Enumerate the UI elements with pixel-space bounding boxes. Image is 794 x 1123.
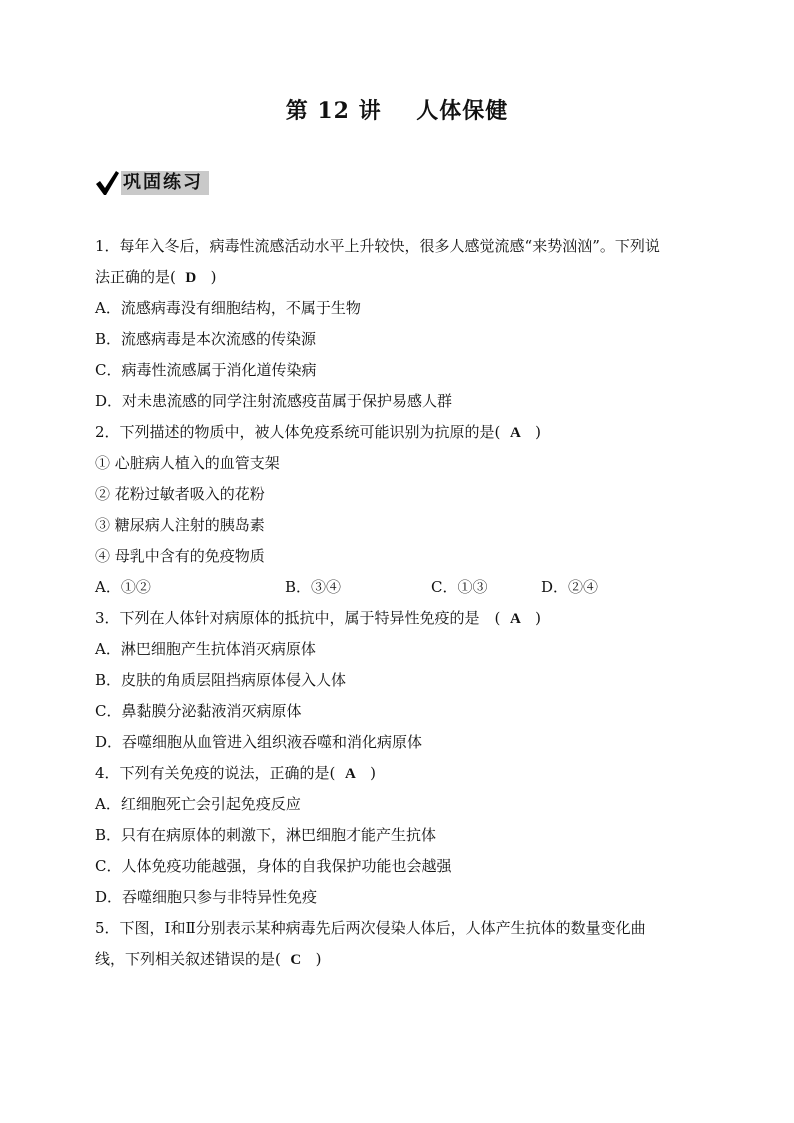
q1-stem-line2: 法正确的是( D ) bbox=[95, 268, 217, 286]
q3-stem: 3．下列在人体针对病原体的抵抗中，属于特异性免疫的是 ( A ) bbox=[95, 609, 541, 627]
q2-answer: A bbox=[509, 425, 521, 441]
q3-option-c: C．鼻黏膜分泌黏液消灭病原体 bbox=[95, 702, 302, 720]
q1-option-a: A．流感病毒没有细胞结构，不属于生物 bbox=[95, 299, 361, 317]
q3-option-d: D．吞噬细胞从血管进入组织液吞噬和消化病原体 bbox=[95, 733, 423, 751]
q4-answer: A bbox=[344, 766, 356, 782]
q5-stem-line2: 线，下列相关叙述错误的是( C ) bbox=[95, 950, 322, 968]
q2-options bbox=[95, 572, 705, 603]
section-header bbox=[95, 170, 209, 196]
q1-option-d: D．对未患流感的同学注射流感疫苗属于保护易感人群 bbox=[95, 392, 453, 410]
q4-option-b: B．只有在病原体的刺激下，淋巴细胞才能产生抗体 bbox=[95, 826, 437, 844]
q4-option-c: C．人体免疫功能越强，身体的自我保护功能也会越强 bbox=[95, 857, 452, 875]
section-label: 巩固练习 bbox=[121, 171, 209, 195]
q2-item-2: ② 花粉过敏者吸入的花粉 bbox=[95, 485, 265, 503]
q1-stem-line1: 1．每年入冬后，病毒性流感活动水平上升较快，很多人感觉流感“来势汹汹”。下列说 bbox=[95, 237, 660, 255]
q3-option-a: A．淋巴细胞产生抗体消灭病原体 bbox=[95, 640, 316, 658]
q2-item-3: ③ 糖尿病人注射的胰岛素 bbox=[95, 516, 265, 534]
q4-option-a: A．红细胞死亡会引起免疫反应 bbox=[95, 795, 301, 813]
exercise-content bbox=[95, 231, 705, 975]
page-title: 第 12 讲 人体保健 bbox=[285, 98, 509, 124]
q1-answer: D bbox=[185, 270, 197, 286]
q3-answer: A bbox=[509, 611, 521, 627]
q3-option-b: B．皮肤的角质层阻挡病原体侵入人体 bbox=[95, 671, 347, 689]
q2-option-a: A．①② bbox=[95, 578, 151, 596]
checkmark-icon bbox=[95, 170, 119, 196]
q5-stem-line1: 5．下图，Ⅰ和Ⅱ分别表示某种病毒先后两次侵染人体后，人体产生抗体的数量变化曲 bbox=[95, 919, 646, 937]
q2-option-b: B．③④ bbox=[285, 578, 342, 596]
q2-item-1: ① 心脏病人植入的血管支架 bbox=[95, 454, 280, 472]
q4-stem: 4．下列有关免疫的说法，正确的是( A ) bbox=[95, 764, 376, 782]
q1-option-b: B．流感病毒是本次流感的传染源 bbox=[95, 330, 317, 348]
q4-option-d: D．吞噬细胞只参与非特异性免疫 bbox=[95, 888, 318, 906]
q2-option-d: D．②④ bbox=[541, 578, 599, 596]
q2-stem: 2．下列描述的物质中，被人体免疫系统可能识别为抗原的是( A ) bbox=[95, 423, 541, 441]
q1-option-c: C．病毒性流感属于消化道传染病 bbox=[95, 361, 317, 379]
q5-answer: C bbox=[290, 952, 302, 968]
q2-item-4: ④ 母乳中含有的免疫物质 bbox=[95, 547, 265, 565]
q2-option-c: C．①③ bbox=[431, 578, 488, 596]
